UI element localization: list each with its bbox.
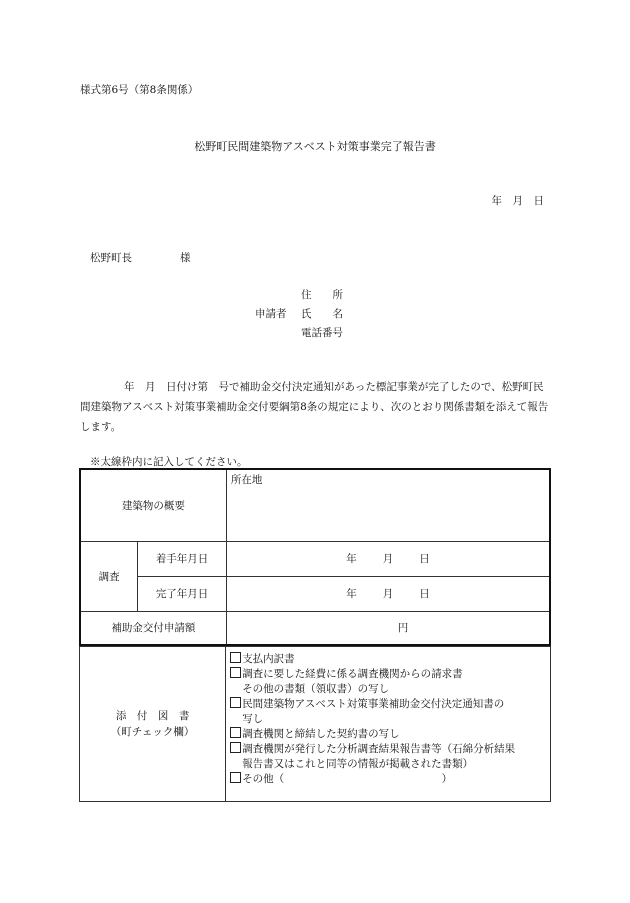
subsidy-amount-label: 補助金交付申請額: [80, 611, 226, 645]
location-cell[interactable]: [226, 469, 550, 541]
end-day-label: 日: [419, 588, 430, 600]
subsidy-amount-field[interactable]: [226, 611, 550, 645]
checkbox-icon[interactable]: [230, 742, 241, 753]
building-overview-label: 建築物の概要: [80, 469, 226, 541]
end-month-label: 月: [382, 588, 394, 600]
attachments-checklist: [226, 647, 551, 802]
report-body-text: 年 月 日付け第 号で補助金交付決定通知があった標記事業が完了したので、松野町民間建築物アスベスト対策事業補助金交付要綱第8条の規定により、次のとおり関係書類を添えて報告します。: [80, 381, 549, 433]
main-form-table: [79, 468, 551, 646]
attachment-item-invoice[interactable]: 調査に要した経費に係る調査機関からの請求書: [230, 667, 546, 682]
end-date-field[interactable]: [226, 576, 550, 611]
name-label: 氏 名: [301, 308, 343, 320]
survey-label: 調査: [80, 541, 138, 611]
attachment-item-notice-cont: 写し: [242, 713, 264, 725]
attachments-label-line2: （町チェック欄）: [110, 726, 195, 738]
addressee-name: 松野町長: [90, 252, 132, 264]
address-label: 住 所: [301, 289, 343, 301]
instruction-note: ※太線枠内に記入してください。: [90, 456, 248, 468]
end-year-label: 年: [346, 588, 357, 600]
applicant-role-label: 申請者: [255, 308, 287, 320]
attachments-label: [80, 647, 226, 802]
tel-label: 電話番号: [301, 327, 343, 339]
attachments-label-line1: 添 付 図 書: [115, 710, 190, 722]
addressee-honorific: 様: [180, 252, 191, 264]
attachment-item-contract[interactable]: 調査機関と締結した契約書の写し: [230, 727, 546, 742]
checkbox-icon[interactable]: [230, 772, 241, 783]
start-day-label: 日: [419, 553, 430, 565]
location-label: 所在地: [230, 474, 263, 486]
checkbox-icon[interactable]: [230, 652, 241, 663]
attachment-item-analysis[interactable]: 調査機関が発行した分析調査結果報告書等（石綿分析結果: [230, 742, 546, 757]
report-form-table: [79, 468, 551, 802]
attachment-item-analysis-cont: 報告書又はこれと同等の情報が掲載された書類）: [242, 758, 474, 770]
start-year-label: 年: [346, 553, 357, 565]
start-date-field[interactable]: [226, 541, 550, 576]
start-month-label: 月: [382, 553, 394, 565]
document-title: 松野町民間建築物アスベスト対策事業完了報告書: [194, 140, 436, 153]
yen-unit: 円: [397, 622, 409, 635]
attachment-item-notice[interactable]: 民間建築物アスベスト対策事業補助金交付決定通知書の: [230, 697, 546, 712]
attachments-table: [79, 646, 551, 802]
form-number: 様式第6号（第8条関係）: [80, 84, 199, 96]
checkbox-icon[interactable]: [230, 727, 241, 738]
attachment-item-invoice-cont: その他の書類（領収書）の写し: [242, 683, 390, 695]
attachment-item-other[interactable]: その他（ ）: [230, 772, 546, 787]
report-date[interactable]: 年 月 日: [491, 195, 544, 207]
start-date-label: 着手年月日: [138, 541, 227, 576]
end-date-label: 完了年月日: [138, 576, 227, 611]
checkbox-icon[interactable]: [230, 667, 241, 678]
checkbox-icon[interactable]: [230, 697, 241, 708]
addressee: [90, 250, 191, 265]
attachment-item-payment[interactable]: 支払内訳書: [230, 652, 546, 667]
